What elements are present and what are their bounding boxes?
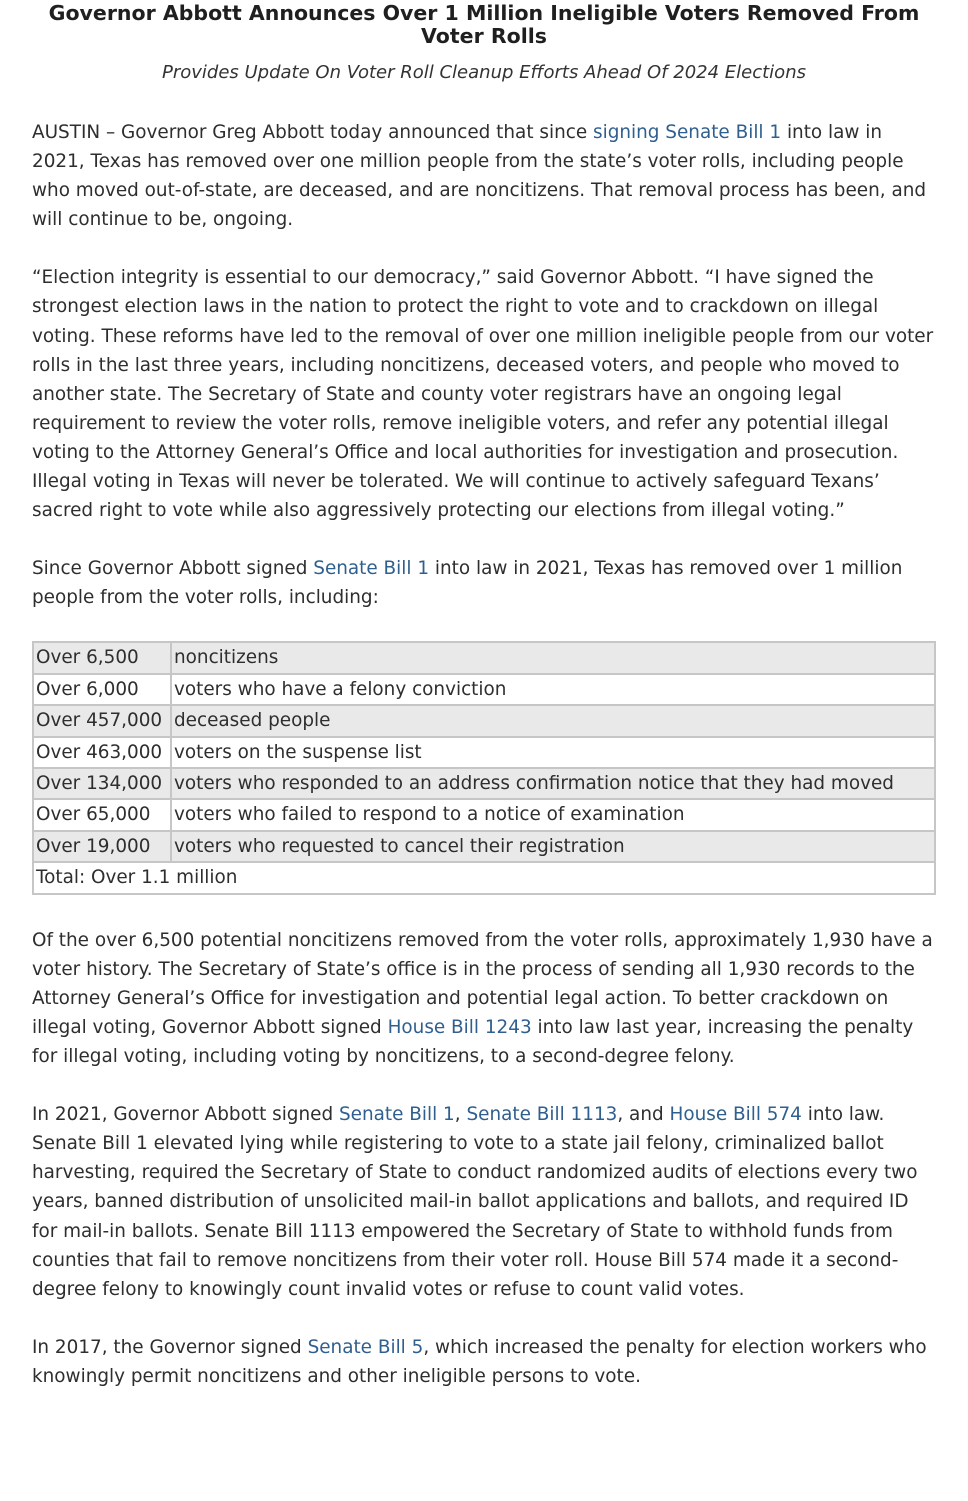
removal-category: noncitizens — [171, 642, 935, 673]
house-bill-574-link[interactable]: House Bill 574 — [669, 1104, 802, 1126]
subtitle: Provides Update On Voter Roll Cleanup Efforts Ahead Of 2024 Elections — [161, 62, 806, 83]
table-row — [33, 799, 935, 830]
table-row — [33, 831, 935, 862]
senate-bill-1-link[interactable]: signing Senate Bill 1 — [593, 122, 782, 143]
text-segment: Since Governor Abbott signed — [32, 558, 314, 580]
senate-bill-1-link[interactable]: Senate Bill 1 — [313, 558, 430, 580]
removal-total: Total: Over 1.1 million — [33, 862, 935, 893]
intro-paragraph — [32, 118, 936, 234]
text-segment: AUSTIN – Governor Greg Abbott today announced that since — [32, 122, 593, 143]
text-segment: In 2021, Governor Abbott signed — [32, 1104, 339, 1126]
text-segment: In 2017, the Governor signed — [32, 1336, 308, 1358]
legislation-paragraph — [32, 1100, 936, 1304]
removal-category: voters who responded to an address confirmation notice that they had moved — [171, 768, 935, 799]
removal-amount: Over 19,000 — [33, 831, 171, 862]
removal-category: voters on the suspense list — [171, 737, 935, 768]
senate-bill-1-link[interactable]: Senate Bill 1 — [338, 1104, 455, 1126]
text-segment: , and — [617, 1104, 670, 1126]
page-title: Governor Abbott Announces Over 1 Million Ineligible Voters Removed From Voter Rolls — [48, 1, 920, 48]
house-bill-1243-link[interactable]: House Bill 1243 — [387, 1016, 532, 1038]
removal-amount: Over 463,000 — [33, 737, 171, 768]
removal-category: deceased people — [171, 705, 935, 736]
noncitizen-paragraph — [32, 926, 936, 1071]
removal-amount: Over 65,000 — [33, 799, 171, 830]
senate-bill-5-link[interactable]: Senate Bill 5 — [307, 1336, 424, 1358]
quote-paragraph: “Election integrity is essential to our democracy,” said Governor Abbott. “I have signed the strongest election laws in the nation to protect the right to vote and to crackdown on illegal voting. These reforms have led to the removal of over one million ineligible people from our voter rolls in the last three years, including noncitizens, deceased voters, and people who moved to another state. The Secretary of State and county voter registrars have an ongoing legal requirement to review the voter rolls, remove ineligible voters, and refer any potential illegal voting to the Attorney General’s Office and local authorities for investigation and prosecution. Illegal voting in Texas will never be tolerated. We will continue to actively safeguard Texans’ sacred right to vote while also aggressively protecting our elections from illegal voting.” — [32, 267, 934, 522]
text-segment: into law. Senate Bill 1 elevated lying while registering to vote to a state jail felony, criminalized ballot harvesting, required the Secretary of State to conduct randomized audits of elections every two years, banned distribution of unsolicited mail-in ballot applications and ballots, and required ID for mail-in ballots. Senate Bill 1113 empowered the Secretary of State to withhold funds from counties that fail to remove noncitizens from their voter roll. House Bill 574 made it a second-degree felony to knowingly count invalid votes or refuse to count valid votes. — [32, 1104, 918, 1300]
table-row — [33, 642, 935, 673]
removal-amount: Over 457,000 — [33, 705, 171, 736]
text-segment: into law in 2021, Texas has removed over one million people from the state’s voter rolls, including people who moved out-of-state, are deceased, and are noncitizens. That removal process has been, and will continue to be, ongoing. — [32, 122, 927, 231]
removal-category: voters who failed to respond to a notice of examination — [171, 799, 935, 830]
text-segment: , — [454, 1104, 467, 1126]
removal-amount: Over 6,500 — [33, 642, 171, 673]
table-row — [33, 768, 935, 799]
table-row — [33, 737, 935, 768]
table-row — [33, 674, 935, 705]
removal-category: voters who requested to cancel their registration — [171, 831, 935, 862]
removal-amount: Over 134,000 — [33, 768, 171, 799]
removal-category: voters who have a felony conviction — [171, 674, 935, 705]
removal-amount: Over 6,000 — [33, 674, 171, 705]
text-segment: into law in 2021, Texas has removed over 1 million people from the voter rolls, including: — [32, 558, 903, 609]
text-segment: , which increased the penalty for election workers who knowingly permit noncitizens and other ineligible persons to vote. — [32, 1336, 927, 1387]
senate-bill-1113-link[interactable]: Senate Bill 1113 — [466, 1104, 618, 1126]
summary-paragraph — [32, 554, 936, 612]
table-row — [33, 705, 935, 736]
table-total-row — [33, 862, 935, 893]
text-segment: Of the over 6,500 potential noncitizens removed from the voter rolls, approximately 1,930 have a voter history. The Secretary of State’s office is in the process of sending all 1,930 records to the Attorney General’s Office for investigation and potential legal action. To better crackdown on illegal voting, Governor Abbott signed — [32, 929, 933, 1038]
removals-table — [32, 641, 936, 894]
senate-bill-5-paragraph — [32, 1333, 936, 1391]
text-segment: into law last year, increasing the penalty for illegal voting, including voting by noncitizens, to a second-degree felony. — [32, 1016, 914, 1068]
